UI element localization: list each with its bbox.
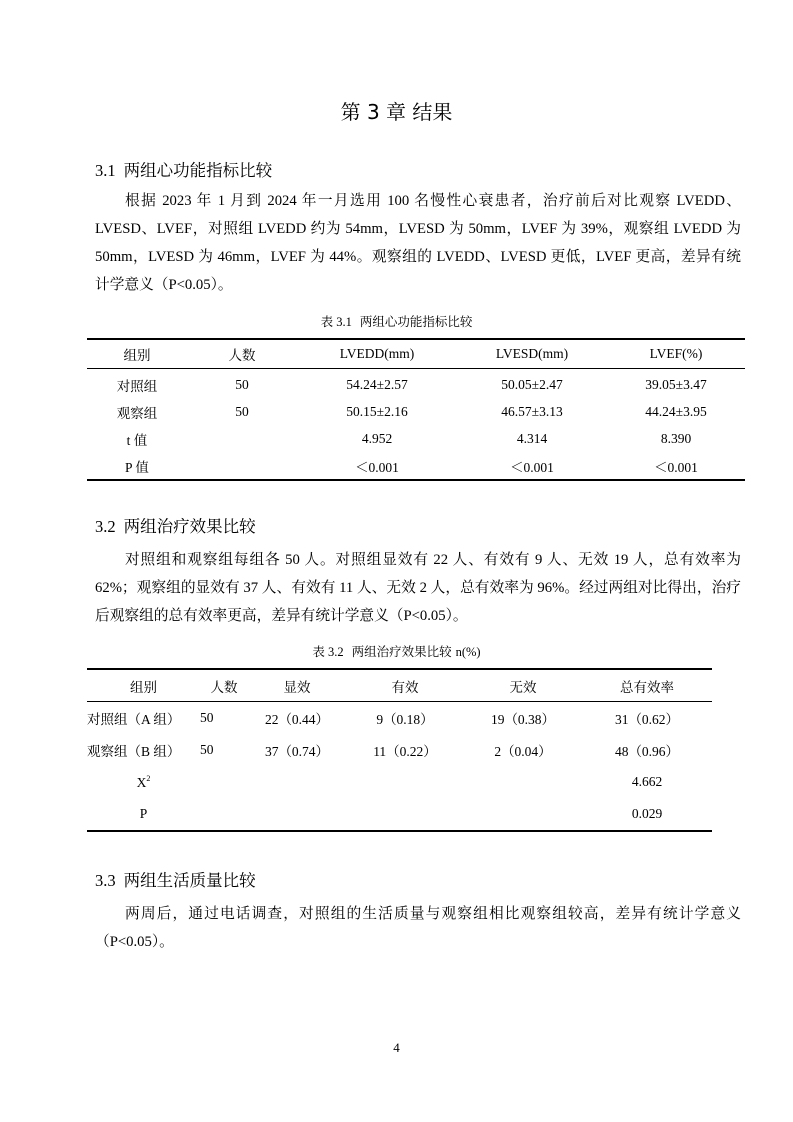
page-number: 4 xyxy=(393,1040,400,1055)
caption-label: 表 3.1 xyxy=(320,315,352,329)
cell: 对照组 xyxy=(116,378,158,394)
header-cell: 总有效率 xyxy=(582,669,712,702)
cell: t 值 xyxy=(126,432,148,448)
cell: 48（0.96） xyxy=(614,744,680,759)
cell: 46.57±3.13 xyxy=(501,403,563,419)
cell: ＜0.001 xyxy=(355,459,399,475)
table-row xyxy=(87,369,745,399)
section-heading: 两组治疗效果比较 xyxy=(123,517,256,536)
section-heading: 两组心功能指标比较 xyxy=(123,161,273,180)
paragraph-text: 根据 2023 年 1 月到 2024 年一月选用 100 名慢性心衰患者，治疗前后对比观察 LVEDD、LVESD、LVEF，对照组 LVEDD 约为 54mm，LVESD 为 50mm，LVEF 为 39%，观察组 LVEDD 为 50mm，LVESD 为 46mm，LVEF 为 44%。观察组的 LVEDD、LVESD 更低，LVEF 更高，差异有统计学意义（P<0.05）。 xyxy=(95,193,741,293)
cell: 50 xyxy=(200,710,214,725)
cell: 2（0.04） xyxy=(494,744,552,759)
header-cell: 显效 xyxy=(248,669,346,702)
table-header-row xyxy=(87,339,745,369)
caption-title: 两组治疗效果比较 xyxy=(351,644,452,659)
cell: 11（0.22） xyxy=(373,744,437,759)
section-number: 3.2 xyxy=(95,517,116,536)
header-cell: LVEDD(mm) xyxy=(297,339,457,369)
header-cell: LVEF(%) xyxy=(607,339,745,369)
cell: 50.15±2.16 xyxy=(346,403,408,419)
cell: 4.314 xyxy=(516,430,548,446)
section-title-3-1 xyxy=(95,157,272,181)
cell: 31（0.62） xyxy=(614,712,680,727)
cell: 0.029 xyxy=(631,806,663,821)
section-paragraph-3-2 xyxy=(95,546,741,630)
cell: 22（0.44） xyxy=(264,712,330,727)
cell: ＜0.001 xyxy=(510,459,554,475)
chi-square-superscript: 2 xyxy=(146,773,151,783)
table-header-row xyxy=(87,669,712,702)
table-row-p xyxy=(87,798,712,831)
cell: 对照组（A 组） xyxy=(87,712,181,727)
cell: 50 xyxy=(200,742,214,757)
header-cell: 人数 xyxy=(187,339,297,369)
cell: 50 xyxy=(235,403,249,419)
cell-label xyxy=(87,766,200,798)
header-cell: 有效 xyxy=(346,669,464,702)
cell: 50.05±2.47 xyxy=(501,376,563,392)
section-heading: 两组生活质量比较 xyxy=(123,871,256,890)
cell: 9（0.18） xyxy=(376,712,434,727)
caption-label: 表 3.2 xyxy=(312,645,344,659)
cell: 37（0.74） xyxy=(264,744,330,759)
table1-caption xyxy=(0,312,793,330)
table-row xyxy=(87,425,745,452)
cell: 44.24±3.95 xyxy=(645,403,707,419)
table-row xyxy=(87,702,712,735)
cell: P 值 xyxy=(125,459,149,475)
section-number: 3.3 xyxy=(95,871,116,890)
table-row xyxy=(87,398,745,425)
cell xyxy=(187,425,297,452)
cell xyxy=(187,452,297,480)
section-title-3-3 xyxy=(95,867,256,891)
table2-caption xyxy=(0,642,793,660)
chi-square-label: X xyxy=(136,774,147,790)
table-treatment-effect xyxy=(87,668,712,832)
cell: 观察组 xyxy=(116,405,158,421)
cell: 39.05±3.47 xyxy=(645,376,707,392)
cell-label: P xyxy=(139,806,148,821)
caption-title: 两组心功能指标比较 xyxy=(359,314,473,329)
cell: 50 xyxy=(235,376,249,392)
cell: 观察组（B 组） xyxy=(87,744,181,759)
section-title-3-2 xyxy=(95,513,256,537)
cell: 8.390 xyxy=(660,430,692,446)
cell: 4.952 xyxy=(361,430,393,446)
header-cell: 组别 xyxy=(87,669,200,702)
header-cell: LVESD(mm) xyxy=(457,339,607,369)
header-cell: 人数 xyxy=(200,669,248,702)
paragraph-text: 两周后，通过电话调查，对照组的生活质量与观察组相比观察组较高，差异有统计学意义（P<0.05）。 xyxy=(95,906,741,950)
header-cell: 组别 xyxy=(87,339,187,369)
table-row-chi-square xyxy=(87,766,712,798)
table-row xyxy=(87,452,745,480)
table-cardiac-function xyxy=(87,338,745,481)
section-paragraph-3-3 xyxy=(95,900,741,956)
section-number: 3.1 xyxy=(95,161,116,180)
caption-suffix: n(%) xyxy=(455,645,481,659)
cell: 54.24±2.57 xyxy=(346,376,408,392)
section-paragraph-3-1 xyxy=(95,187,741,299)
header-cell: 无效 xyxy=(464,669,582,702)
cell: ＜0.001 xyxy=(654,459,698,475)
cell: 19（0.38） xyxy=(490,712,556,727)
table-row xyxy=(87,734,712,766)
cell: 4.662 xyxy=(631,774,663,789)
chapter-title: 第 3 章 结果 xyxy=(340,100,453,124)
paragraph-text: 对照组和观察组每组各 50 人。对照组显效有 22 人、有效有 9 人、无效 19 人，总有效率为 62%；观察组的显效有 37 人、有效有 11 人、无效 2 人，总有效率为 96%。经过两组对比得出，治疗后观察组的总有效率更高，差异有统计学意义（P<0.05）。 xyxy=(95,552,741,624)
